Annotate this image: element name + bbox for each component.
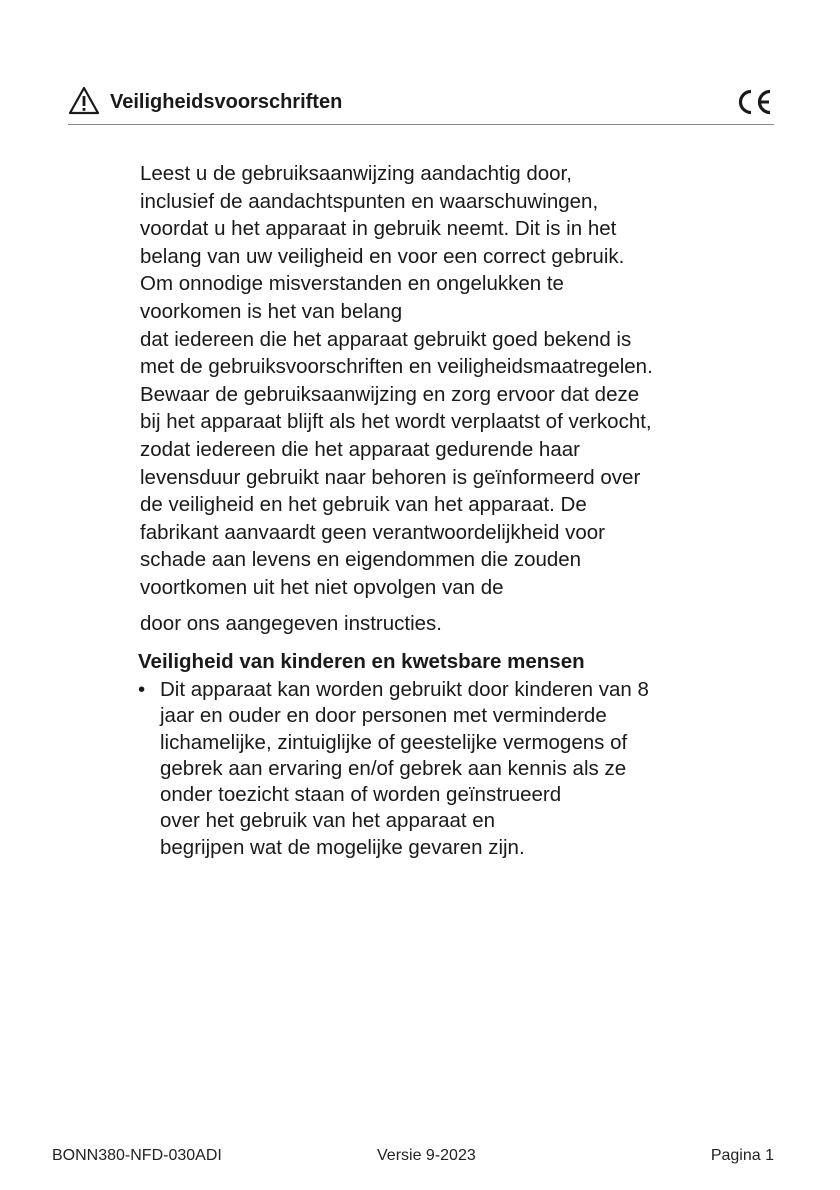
- bullet-line: begrijpen wat de mogelijke gevaren zijn.: [160, 835, 525, 859]
- intro-line: dat iedereen die het apparaat gebruikt goed bekend is: [140, 327, 632, 351]
- bullet-line: jaar en ouder en door personen met verminderde: [160, 704, 607, 728]
- footer-model-number: BONN380-NFD-030ADI: [52, 1147, 222, 1164]
- intro-line: fabrikant aanvaardt geen verantwoordelijkheid voor: [140, 520, 605, 544]
- intro-line: zodat iedereen die het apparaat gedurende haar: [140, 437, 580, 461]
- section-title: Veiligheidsvoorschriften: [110, 91, 343, 113]
- bullet-line: gebrek aan ervaring en/of gebrek aan kennis als ze: [160, 756, 627, 780]
- intro-line: voortkomen uit het niet opvolgen van de: [140, 575, 504, 599]
- bullet-text: [160, 677, 649, 861]
- intro-line: Leest u de gebruiksaanwijzing aandachtig door,: [140, 162, 572, 185]
- intro-line: Bewaar de gebruiksaanwijzing en zorg ervoor dat deze: [140, 382, 640, 406]
- bullet-line: Dit apparaat kan worden gebruikt door kinderen van 8: [160, 678, 649, 701]
- bullet-line: onder toezicht staan of worden geïnstrueerd: [160, 783, 562, 807]
- intro-line: inclusief de aandachtspunten en waarschuwingen,: [140, 189, 599, 213]
- ce-mark-icon: [734, 88, 774, 116]
- header-divider: [68, 124, 774, 125]
- intro-line: met de gebruiksvoorschriften en veiligheidsmaatregelen.: [140, 355, 653, 379]
- bullet-line: lichamelijke, zintuiglijke of geestelijke vermogens of: [160, 730, 628, 754]
- warning-triangle-icon: [68, 86, 100, 116]
- intro-last-line: door ons aangegeven instructies.: [140, 611, 443, 635]
- page-header: [68, 84, 774, 124]
- footer-version: Versie 9-2023: [377, 1147, 476, 1164]
- intro-line: levensduur gebruikt naar behoren is geïnformeerd over: [140, 465, 641, 489]
- intro-line: voordat u het apparaat in gebruik neemt. Dit is in het: [140, 217, 617, 241]
- intro-line: Om onnodige misverstanden en ongelukken te: [140, 272, 564, 296]
- footer-page-number: Pagina 1: [710, 1147, 774, 1164]
- intro-line: de veiligheid en het gebruik van het apparaat. De: [140, 493, 587, 517]
- bullet-dot: •: [138, 678, 146, 701]
- intro-line: belang van uw veiligheid en voor een correct gebruik.: [140, 244, 625, 268]
- intro-line: voorkomen is het van belang: [140, 299, 403, 323]
- bullet-line: over het gebruik van het apparaat en: [160, 809, 496, 833]
- intro-line: bij het apparaat blijft als het wordt verplaatst of verkocht,: [140, 410, 652, 434]
- intro-paragraph: [140, 160, 780, 637]
- children-safety-heading: Veiligheid van kinderen en kwetsbare mensen: [138, 650, 585, 673]
- intro-line: schade aan levens en eigendommen die zouden: [140, 548, 582, 572]
